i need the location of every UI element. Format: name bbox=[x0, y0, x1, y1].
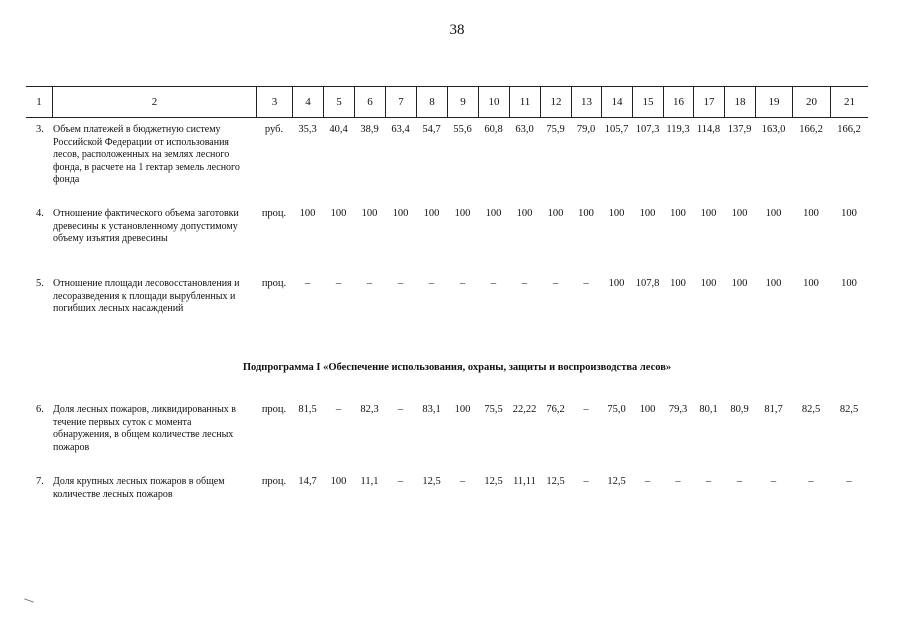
value-cell: – bbox=[397, 278, 404, 289]
header-cell-6: 6 bbox=[354, 87, 385, 117]
value-cell: 75,0 bbox=[607, 404, 626, 415]
value-cell: – bbox=[490, 278, 497, 289]
value-cell: – bbox=[808, 476, 814, 487]
value-cell: 105,7 bbox=[604, 124, 629, 135]
value-cell: 100 bbox=[578, 208, 594, 219]
value-cell: 100 bbox=[731, 208, 748, 219]
value-cell: 100 bbox=[700, 278, 717, 289]
value-cell: – bbox=[644, 476, 651, 487]
value-cell: 75,5 bbox=[484, 404, 503, 415]
row-number: 5. bbox=[36, 278, 44, 289]
row-description: Доля крупных лесных пожаров в общем количестве лесных пожаров bbox=[53, 476, 225, 500]
value-cell: – bbox=[552, 278, 559, 289]
value-cell: – bbox=[397, 404, 404, 415]
value-cell: 100 bbox=[841, 208, 857, 219]
value-cell: 76,2 bbox=[546, 404, 565, 415]
header-cell-11: 11 bbox=[509, 87, 540, 117]
header-cell-8: 8 bbox=[416, 87, 447, 117]
value-cell: 79,0 bbox=[576, 124, 596, 135]
value-cell: – bbox=[770, 476, 777, 487]
row-description: Объем платежей в бюджетную систему Российской Федерации от использования лесов, расположенных на землях лесного фонда, в расчете на 1 гектар земель лесного фонда bbox=[53, 124, 240, 185]
value-cell: – bbox=[397, 476, 404, 487]
value-cell: 100 bbox=[485, 208, 502, 219]
value-cell: – bbox=[521, 278, 528, 289]
header-cell-9: 9 bbox=[447, 87, 478, 117]
row-unit: руб. bbox=[264, 124, 284, 135]
scan-mark bbox=[24, 598, 34, 602]
value-cell: 60,8 bbox=[484, 124, 503, 135]
value-cell: 75,9 bbox=[546, 124, 565, 135]
header-cell-16: 16 bbox=[663, 87, 693, 117]
row-unit: проц. bbox=[261, 208, 287, 219]
value-cell: 81,5 bbox=[298, 404, 317, 415]
value-cell: 100 bbox=[731, 278, 748, 289]
header-cell-1: 1 bbox=[36, 96, 42, 108]
value-cell: 100 bbox=[803, 208, 819, 219]
value-cell: 100 bbox=[330, 208, 347, 219]
value-cell: 100 bbox=[330, 476, 347, 487]
value-cell: – bbox=[335, 404, 342, 415]
row-description: Отношение фактического объема заготовки древесины к установленному допустимому объему изъятия древесины bbox=[53, 208, 239, 244]
value-cell: 12,5 bbox=[607, 476, 626, 487]
header-cell-17: 17 bbox=[693, 87, 724, 117]
value-cell: – bbox=[705, 476, 712, 487]
value-cell: 82,3 bbox=[360, 404, 379, 415]
value-cell: 100 bbox=[423, 208, 440, 219]
value-cell: 54,7 bbox=[422, 124, 441, 135]
value-cell: 100 bbox=[765, 208, 782, 219]
value-cell: 100 bbox=[299, 208, 316, 219]
header-cell-20: 20 bbox=[792, 87, 830, 117]
value-cell: 40,4 bbox=[329, 124, 348, 135]
header-cell-18: 18 bbox=[724, 87, 755, 117]
value-cell: – bbox=[675, 476, 681, 487]
value-cell: – bbox=[428, 278, 435, 289]
row-unit: проц. bbox=[261, 476, 287, 487]
value-cell: 100 bbox=[670, 278, 686, 289]
value-cell: – bbox=[304, 278, 311, 289]
value-cell: 100 bbox=[765, 278, 782, 289]
value-cell: 100 bbox=[670, 208, 686, 219]
header-cell-5: 5 bbox=[323, 87, 354, 117]
value-cell: 82,5 bbox=[801, 404, 821, 415]
header-cell-13: 13 bbox=[571, 87, 601, 117]
value-cell: 100 bbox=[639, 404, 656, 415]
value-cell: 100 bbox=[454, 208, 471, 219]
row-number: 4. bbox=[36, 208, 44, 219]
value-cell: 82,5 bbox=[839, 404, 859, 415]
value-cell: – bbox=[583, 278, 589, 289]
value-cell: – bbox=[366, 278, 373, 289]
value-cell: 107,3 bbox=[635, 124, 660, 135]
value-cell: 38,9 bbox=[360, 124, 379, 135]
header-cell-21: 21 bbox=[830, 87, 868, 117]
value-cell: 80,1 bbox=[699, 404, 718, 415]
value-cell: 63,4 bbox=[391, 124, 410, 135]
value-cell: 55,6 bbox=[453, 124, 472, 135]
value-cell: 100 bbox=[639, 208, 656, 219]
row-unit: проц. bbox=[261, 404, 287, 415]
row-description: Доля лесных пожаров, ликвидированных в течение первых суток с момента обнаружения, в общем количестве лесных пожаров bbox=[53, 404, 237, 453]
value-cell: – bbox=[583, 476, 589, 487]
value-cell: 137,9 bbox=[727, 124, 752, 135]
value-cell: – bbox=[583, 404, 589, 415]
value-cell: – bbox=[846, 476, 852, 487]
table-header bbox=[26, 86, 868, 118]
value-cell: 100 bbox=[803, 278, 819, 289]
header-cell-3: 3 bbox=[256, 87, 292, 117]
value-cell: – bbox=[335, 278, 342, 289]
value-cell: 80,9 bbox=[730, 404, 749, 415]
row-unit: проц. bbox=[261, 278, 287, 289]
value-cell: 100 bbox=[392, 208, 409, 219]
value-cell: 14,7 bbox=[298, 476, 317, 487]
row-number: 6. bbox=[36, 404, 44, 415]
value-cell: 100 bbox=[361, 208, 378, 219]
value-cell: 12,5 bbox=[422, 476, 441, 487]
value-cell: 100 bbox=[608, 278, 625, 289]
header-cell-7: 7 bbox=[385, 87, 416, 117]
value-cell: 35,3 bbox=[298, 124, 317, 135]
value-cell: 166,2 bbox=[837, 124, 861, 135]
value-cell: 100 bbox=[700, 208, 717, 219]
value-cell: 79,3 bbox=[668, 404, 688, 415]
value-cell: 63,0 bbox=[515, 124, 534, 135]
subprogram-heading: Подпрограмма I «Обеспечение использования, охраны, защиты и воспроизводства лесов» bbox=[242, 362, 672, 373]
row-description: Отношение площади лесовосстановления и лесоразведения к площади вырубленных и погибших лесных насаждений bbox=[53, 278, 240, 314]
value-cell: 22,22 bbox=[512, 404, 537, 415]
header-cell-4: 4 bbox=[292, 87, 323, 117]
value-cell: 114,8 bbox=[696, 124, 721, 135]
header-cell-12: 12 bbox=[540, 87, 571, 117]
value-cell: 100 bbox=[454, 404, 471, 415]
header-cell-10: 10 bbox=[478, 87, 509, 117]
row-number: 7. bbox=[36, 476, 44, 487]
value-cell: – bbox=[459, 476, 466, 487]
header-cell-14: 14 bbox=[601, 87, 632, 117]
value-cell: 12,5 bbox=[484, 476, 503, 487]
value-cell: 100 bbox=[608, 208, 625, 219]
value-cell: – bbox=[736, 476, 743, 487]
value-cell: 100 bbox=[547, 208, 564, 219]
value-cell: 100 bbox=[516, 208, 533, 219]
value-cell: 81,7 bbox=[764, 404, 783, 415]
value-cell: 11,11 bbox=[513, 476, 536, 487]
row-number: 3. bbox=[36, 124, 44, 135]
header-cell-15: 15 bbox=[632, 87, 663, 117]
value-cell: 107,8 bbox=[635, 278, 660, 289]
header-cell-19: 19 bbox=[755, 87, 792, 117]
value-cell: 12,5 bbox=[546, 476, 565, 487]
value-cell: – bbox=[459, 278, 466, 289]
header-cell-2: 2 bbox=[52, 87, 256, 117]
page-number: 38 bbox=[449, 22, 465, 38]
value-cell: 100 bbox=[841, 278, 857, 289]
value-cell: 166,2 bbox=[799, 124, 823, 135]
value-cell: 11,1 bbox=[360, 476, 379, 487]
value-cell: 83,1 bbox=[422, 404, 441, 415]
value-cell: 163,0 bbox=[761, 124, 786, 135]
value-cell: 119,3 bbox=[666, 124, 690, 135]
